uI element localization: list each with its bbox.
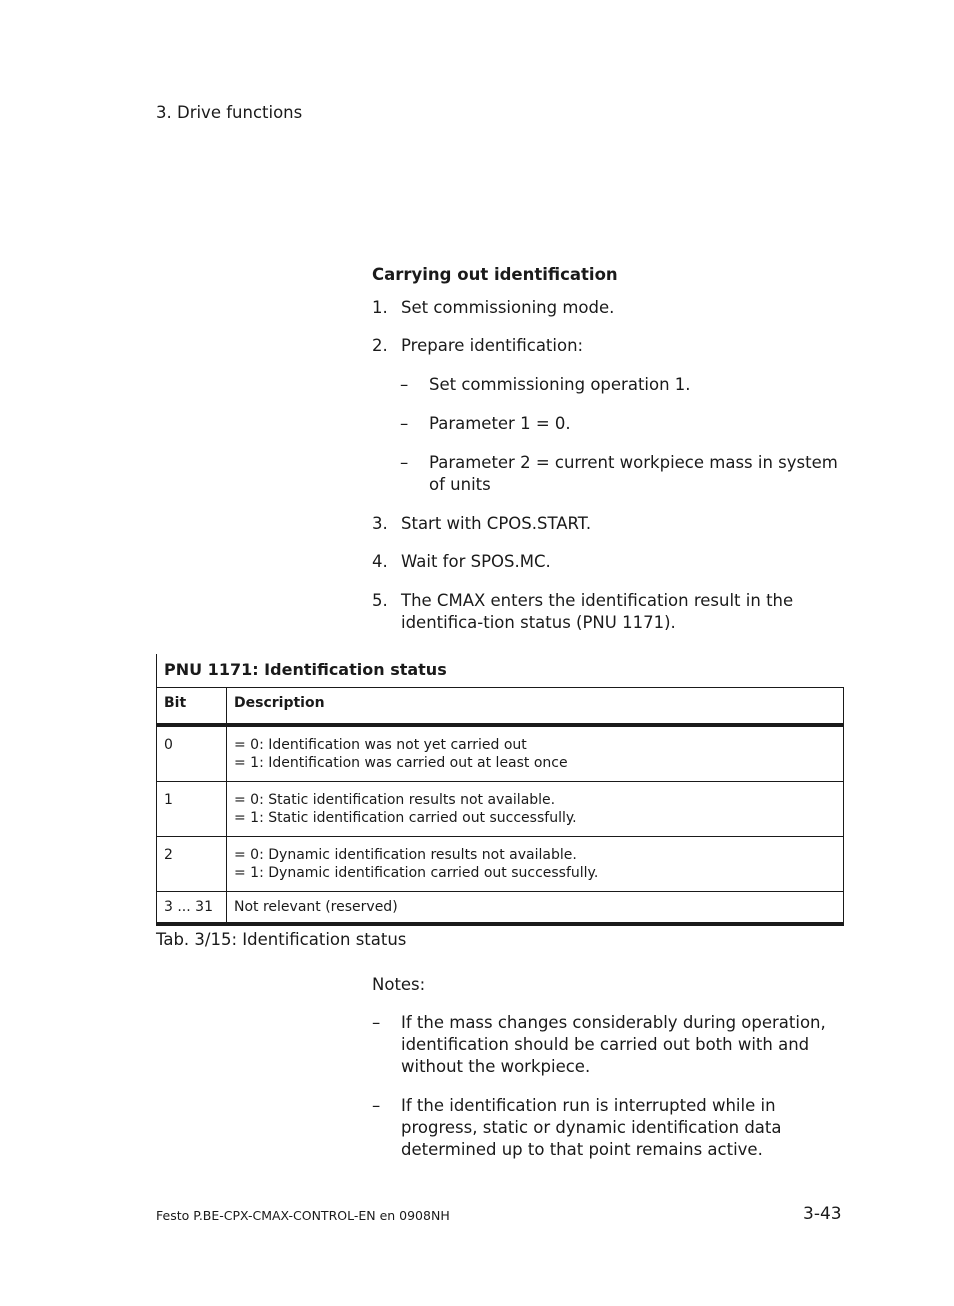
step-text: Set commissioning mode.: [401, 298, 615, 317]
description-cell: [227, 781, 844, 836]
step-number: 5.: [372, 591, 388, 610]
note-text: If the mass changes considerably during operation, identification should be carried out both with and without the workpiece.: [401, 1013, 826, 1076]
step-number: 3.: [372, 514, 388, 533]
bit-cell: 1: [157, 781, 227, 836]
note-item: [372, 1095, 842, 1161]
step-text: Wait for SPOS.MC.: [401, 552, 551, 571]
description-line: = 0: Identification was not yet carried out: [234, 736, 527, 753]
bit-cell: 0: [157, 725, 227, 782]
dash-bullet: –: [372, 1013, 381, 1032]
chapter-header: 3. Drive functions: [156, 103, 303, 122]
step-item: [372, 335, 842, 357]
step-text: The CMAX enters the identification result in the identifica-tion status (PNU 1171).: [401, 591, 794, 632]
description-line: = 1: Dynamic identification carried out successfully.: [234, 865, 599, 881]
table-title: PNU 1171: Identification status: [157, 654, 844, 688]
description-line: = 0: Static identification results not available.: [234, 791, 556, 808]
description-line: = 1: Static identification carried out successfully.: [234, 810, 577, 826]
notes-label: Notes:: [372, 975, 426, 994]
page-footer: Festo P.BE-CPX-CMAX-CONTROL-EN en 0908NH: [156, 1208, 450, 1223]
substep-text: Set commissioning operation 1.: [429, 375, 691, 394]
table-header-row: [157, 688, 844, 725]
step-number: 1.: [372, 298, 388, 317]
step-item: [372, 590, 842, 634]
description-cell: [227, 836, 844, 891]
table-row: [157, 725, 844, 782]
table-row: [157, 891, 844, 924]
description-line: = 0: Dynamic identification results not available.: [234, 846, 577, 863]
description-cell: [227, 725, 844, 782]
table-caption: Tab. 3/15: Identification status: [156, 930, 407, 949]
dash-bullet: –: [400, 414, 409, 433]
substep-text: Parameter 1 = 0.: [429, 414, 571, 433]
pnu-1171-table: [156, 654, 844, 926]
table-row: [157, 836, 844, 891]
step-item: [372, 551, 842, 573]
bit-cell: 2: [157, 836, 227, 891]
table-row: [157, 781, 844, 836]
substep-item: [372, 452, 842, 496]
dash-bullet: –: [372, 1096, 381, 1115]
note-text: If the identification run is interrupted while in progress, static or dynamic identification data determined up to that point remains active.: [401, 1096, 782, 1159]
step-text: Start with CPOS.START.: [401, 514, 592, 533]
step-number: 4.: [372, 552, 388, 571]
step-number: 2.: [372, 336, 388, 355]
dash-bullet: –: [400, 375, 409, 394]
table-title-row: [157, 654, 844, 688]
description-cell: Not relevant (reserved): [227, 891, 844, 924]
step-text: Prepare identification:: [401, 336, 584, 355]
substep-text: Parameter 2 = current workpiece mass in system of units: [429, 453, 838, 494]
step-item: [372, 297, 842, 319]
dash-bullet: –: [400, 453, 409, 472]
column-header-bit: Bit: [157, 688, 227, 725]
step-item: [372, 513, 842, 535]
page-number: 3-43: [803, 1204, 842, 1224]
description-line: = 1: Identification was carried out at least once: [234, 755, 568, 771]
substep-item: [372, 374, 842, 396]
note-item: [372, 1012, 842, 1078]
substep-item: [372, 413, 842, 435]
column-header-description: Description: [227, 688, 844, 725]
section-heading: Carrying out identification: [372, 265, 618, 284]
bit-cell: 3 ... 31: [157, 891, 227, 924]
